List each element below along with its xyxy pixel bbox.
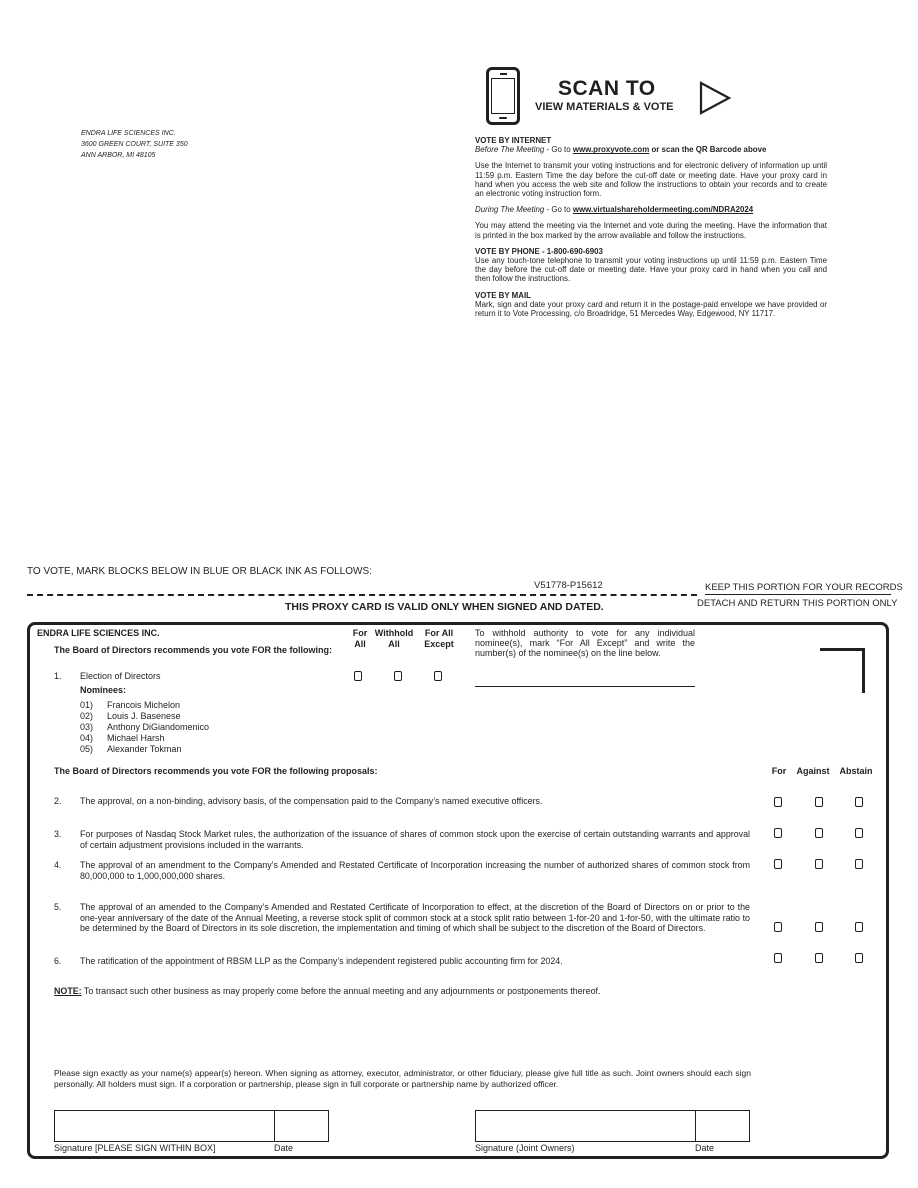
nominee-num: 04): [80, 733, 94, 743]
proposal-2-against-checkbox[interactable]: [815, 797, 823, 807]
proposal-3-abstain-checkbox[interactable]: [855, 828, 863, 838]
proposal-5-against-checkbox[interactable]: [815, 922, 823, 932]
proposal-num: 3.: [54, 829, 62, 839]
proposal-6: [54, 956, 750, 967]
proposal-num: 6.: [54, 956, 62, 966]
nominee-name: Alexander Tokman: [107, 744, 182, 754]
date-box[interactable]: [274, 1110, 329, 1142]
date-label: Date: [274, 1143, 294, 1153]
address-street: 3600 GREEN COURT, SUITE 350: [81, 141, 188, 148]
card-company: ENDRA LIFE SCIENCES INC.: [37, 628, 160, 638]
internet-body: Use the Internet to transmit your voting instructions and for electronic delivery of information up until 11:59 p.m. Eastern Time the day before the cut-off date or meeting date. Have your proxy card in hand when you access the web site and follow the instructions to obtain your records and to create an electronic voting instruction form.: [475, 161, 827, 199]
mail-heading: VOTE BY MAIL: [475, 290, 531, 300]
return-address: [81, 128, 188, 161]
voting-instructions: [475, 136, 827, 325]
phone-heading: VOTE BY PHONE - 1-800-690-6903: [475, 246, 603, 256]
scan-subtitle: VIEW MATERIALS & VOTE: [535, 101, 674, 113]
nominee-row: [80, 722, 209, 733]
col-for-all-l2: All: [354, 639, 366, 649]
proposal-4-against-checkbox[interactable]: [815, 859, 823, 869]
proposal-num: 4.: [54, 860, 62, 870]
sign-instructions: Please sign exactly as your name(s) appear(s) hereon. When signing as attorney, executor, administrator, or other fiduciary, please give full title as such. Joint owners should each sign personally. All holders must sign. If a corporation or partnership, please sign in full corporate or partnership name by authorized officer.: [54, 1068, 751, 1089]
proposal-5: [54, 902, 750, 934]
proposal-5-for-checkbox[interactable]: [774, 922, 782, 932]
proposal-text: The approval of an amendment to the Company’s Amended and Restated Certificate of Incorporation increasing the number of authorized shares of common stock from 80,000,000 to 1,000,000,000 shares.: [80, 860, 750, 881]
nominee-num: 05): [80, 744, 94, 754]
nominee-name: Michael Harsh: [107, 733, 165, 743]
for-all-except-checkbox[interactable]: [434, 671, 442, 681]
col-against: Against: [796, 766, 830, 776]
internet-heading: VOTE BY INTERNET: [475, 136, 552, 145]
during-body: You may attend the meeting via the Internet and vote during the meeting. Have the information that is printed in the box marked by the arrow available and follow the instructions.: [475, 221, 827, 240]
nominee-name: Anthony DiGiandomenico: [107, 722, 210, 732]
control-box-corner: [820, 648, 865, 693]
proposal-text: The approval, on a non-binding, advisory basis, of the compensation paid to the Company’s named executive officers.: [80, 796, 543, 806]
smartphone-icon: [486, 67, 520, 125]
nominee-num: 01): [80, 700, 94, 710]
proposal-2-for-checkbox[interactable]: [774, 797, 782, 807]
board-rec-directors: The Board of Directors recommends you vote FOR the following:: [54, 645, 333, 655]
mark-instructions: TO VOTE, MARK BLOCKS BELOW IN BLUE OR BLACK INK AS FOLLOWS:: [27, 566, 372, 577]
col-withhold-all: [370, 628, 418, 650]
proposal-text: For purposes of Nasdaq Stock Market rules, the authorization of the issuance of shares of common stock upon the exercise of certain outstanding warrants and approval of certain adjustment provisions included in the warrants.: [80, 829, 750, 850]
nominee-num: 03): [80, 722, 94, 732]
proposal-num: 2.: [54, 796, 62, 806]
during-pre: - Go to: [544, 205, 573, 215]
proposal-text: The ratification of the appointment of RBSM LLP as the Company’s independent registered public accounting firm for 2024.: [80, 956, 563, 966]
col-abstain: Abstain: [839, 766, 873, 776]
nominee-row: [80, 700, 209, 711]
scan-block: [486, 67, 746, 127]
col-withhold-l1: Withhold: [374, 628, 414, 638]
joint-date-box[interactable]: [695, 1110, 750, 1142]
before-meeting-line: [475, 145, 827, 154]
nominee-row: [80, 711, 209, 722]
col-for-all-l1: For: [352, 628, 368, 638]
nominee-name: Louis J. Basenese: [107, 711, 181, 721]
before-label: Before The Meeting: [475, 145, 545, 155]
proposal-6-abstain-checkbox[interactable]: [855, 953, 863, 963]
board-rec-proposals: The Board of Directors recommends you vote FOR the following proposals:: [54, 766, 378, 776]
proposal-text: The approval of an amended to the Company’s Amended and Restated Certificate of Incorporation to effect, at the discretion of the Board of Directors on or prior to the one-year anniversary of the date of the Annual Meeting, a reverse stock split of common stock at a stock split ratio between 1-for-20 and 1-for-50, with the ultimate ratio to be determined by the Board of Directors in its sole discretion, the implementation and timing of which shall be subject to the discretion of the Board of Directors.: [80, 902, 750, 933]
nominee-list: [80, 700, 209, 755]
election-label: Election of Directors: [80, 671, 161, 681]
proposal-3-for-checkbox[interactable]: [774, 828, 782, 838]
proposal-5-abstain-checkbox[interactable]: [855, 922, 863, 932]
proposal-6-against-checkbox[interactable]: [815, 953, 823, 963]
during-meeting-line: [475, 205, 827, 214]
control-number: V51778-P15612: [534, 580, 603, 591]
nominee-name: Francois Michelon: [107, 700, 181, 710]
address-company: ENDRA LIFE SCIENCES INC.: [81, 130, 176, 137]
during-label: During The Meeting: [475, 205, 545, 215]
nominee-row: [80, 733, 209, 744]
detach-return-label: DETACH AND RETURN THIS PORTION ONLY: [697, 598, 898, 609]
proposal-4: [54, 860, 750, 881]
except-nominee-line[interactable]: [475, 686, 695, 687]
election-num: 1.: [54, 671, 62, 681]
proposal-num: 5.: [54, 902, 62, 912]
col-for-all-except: [418, 628, 460, 650]
proxyvote-link[interactable]: www.proxyvote.com: [572, 145, 650, 155]
nominee-num: 02): [80, 711, 94, 721]
proposal-4-abstain-checkbox[interactable]: [855, 859, 863, 869]
proposal-2-abstain-checkbox[interactable]: [855, 797, 863, 807]
col-withhold-l2: All: [388, 639, 400, 649]
joint-signature-label: Signature (Joint Owners): [475, 1143, 575, 1153]
proposal-4-for-checkbox[interactable]: [774, 859, 782, 869]
signature-label: Signature [PLEASE SIGN WITHIN BOX]: [54, 1143, 216, 1153]
virtual-meeting-link[interactable]: www.virtualshareholdermeeting.com/NDRA2024: [572, 205, 754, 215]
address-city: ANN ARBOR, MI 48105: [81, 152, 156, 159]
joint-signature-box[interactable]: [475, 1110, 696, 1142]
withhold-instruction: To withhold authority to vote for any individual nominee(s), mark “For All Except” and write the number(s) of the nominee(s) on the line below.: [475, 628, 695, 658]
col-for: For: [771, 766, 787, 776]
note: [54, 986, 774, 997]
before-pre: - Go to: [544, 145, 573, 155]
note-text: To transact such other business as may properly come before the annual meeting and any adjournments or postponements thereof.: [81, 986, 601, 996]
proposal-3-against-checkbox[interactable]: [815, 828, 823, 838]
proposal-2: [54, 796, 750, 807]
nominees-label: Nominees:: [80, 685, 127, 695]
proposal-3: [54, 829, 750, 850]
phone-body: Use any touch-tone telephone to transmit your voting instructions up until 11:59 p.m. Eastern Time the day before the cut-off date or meeting date. Have your proxy card in hand when you call and then follow the instructions.: [475, 256, 827, 284]
note-label: NOTE:: [54, 986, 82, 996]
proposal-6-for-checkbox[interactable]: [774, 953, 782, 963]
col-for-all: [348, 628, 372, 650]
col-except-l2: Except: [424, 639, 454, 649]
before-post: or scan the QR Barcode above: [649, 145, 767, 155]
col-except-l1: For All: [424, 628, 454, 638]
for-all-checkbox[interactable]: [354, 671, 362, 681]
valid-notice: THIS PROXY CARD IS VALID ONLY WHEN SIGNED AND DATED.: [285, 601, 604, 613]
keep-portion-label: KEEP THIS PORTION FOR YOUR RECORDS: [705, 582, 903, 593]
arrow-right-icon: [698, 81, 732, 115]
withhold-all-checkbox[interactable]: [394, 671, 402, 681]
nominee-row: [80, 744, 209, 755]
signature-box[interactable]: [54, 1110, 275, 1142]
joint-date-label: Date: [695, 1143, 715, 1153]
detach-dash-line: [27, 594, 697, 596]
mail-body: Mark, sign and date your proxy card and return it in the postage-paid envelope we have provided or return it to Vote Processing, c/o Broadridge, 51 Mercedes Way, Edgewood, NY 11717.: [475, 299, 827, 319]
keep-underline: [705, 594, 891, 595]
scan-title: SCAN TO: [558, 77, 656, 100]
